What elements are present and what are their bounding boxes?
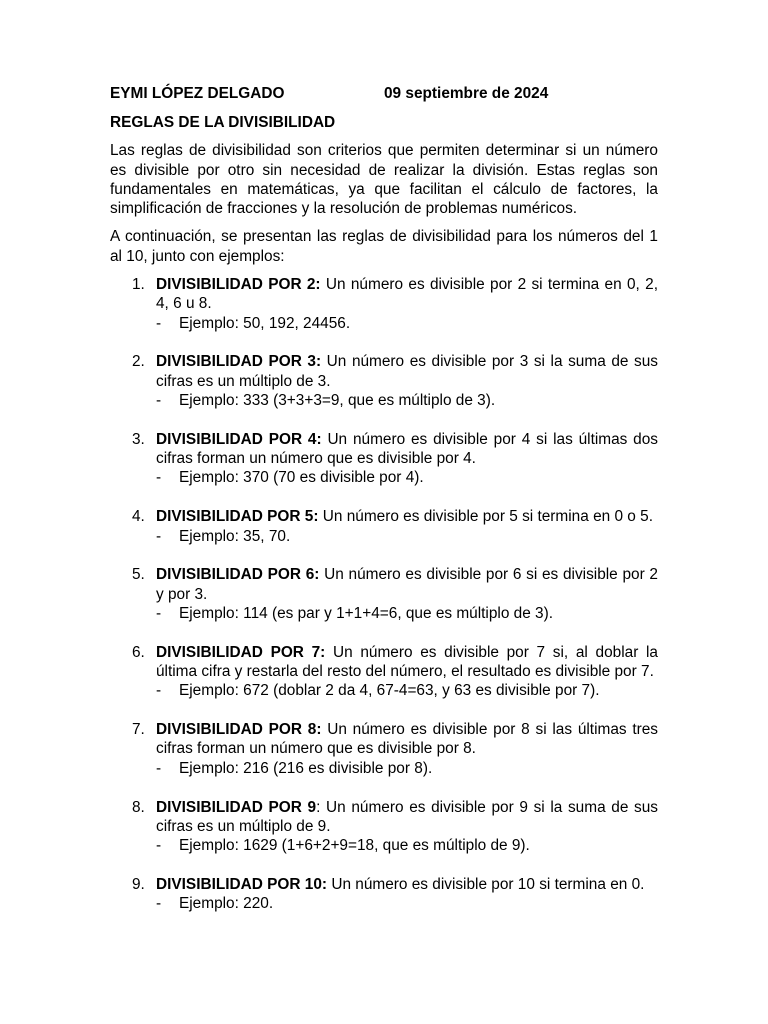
- list-item: [110, 720, 658, 778]
- rule-name: DIVISIBILIDAD POR 5:: [156, 508, 319, 526]
- list-item-number: 7.: [132, 721, 145, 739]
- rule-text: [156, 565, 658, 604]
- rule-example: [156, 894, 658, 913]
- list-item-number: 6.: [132, 643, 145, 661]
- document-header: [110, 84, 658, 104]
- rule-example: [156, 604, 658, 623]
- rule-name: DIVISIBILIDAD POR 8:: [156, 721, 322, 739]
- rule-example: [156, 527, 658, 546]
- rule-text: [156, 875, 658, 894]
- rule-name: DIVISIBILIDAD POR 10:: [156, 875, 328, 893]
- list-item: [110, 798, 658, 856]
- author-name: EYMI LÓPEZ DELGADO: [110, 85, 285, 102]
- example-text: Ejemplo: 50, 192, 24456.: [179, 314, 351, 332]
- rule-text: [156, 352, 658, 391]
- rule-name: DIVISIBILIDAD POR 4:: [156, 430, 322, 448]
- example-text: Ejemplo: 333 (3+3+3=9, que es múltiplo de 3).: [179, 392, 496, 410]
- list-item: [110, 275, 658, 333]
- list-item-number: 5.: [132, 566, 145, 584]
- rule-description: Un número es divisible por 8 si las últimas tres cifras forman un número que es divisible por 8.: [156, 721, 658, 758]
- example-dash: -: [156, 759, 162, 777]
- rule-example: [156, 468, 658, 487]
- rule-text: [156, 275, 658, 314]
- rule-example: [156, 836, 658, 855]
- list-item: [110, 430, 658, 488]
- example-dash: -: [156, 392, 162, 410]
- rule-description: Un número es divisible por 3 si la suma de sus cifras es un múltiplo de 3.: [156, 353, 658, 390]
- example-dash: -: [156, 895, 162, 913]
- example-dash: -: [156, 469, 162, 487]
- rule-description: Un número es divisible por 10 si termina en 0.: [327, 875, 645, 893]
- rule-text: [156, 507, 658, 526]
- rule-description: Un número es divisible por 4 si las últimas dos cifras forman un número que es divisible por 4.: [156, 430, 658, 468]
- example-text: Ejemplo: 114 (es par y 1+1+4=6, que es múltiplo de 3).: [179, 604, 554, 622]
- rule-description: Un número es divisible por 7 si, al doblar la última cifra y restarla del resto del número, el resultado es divisible por 7.: [156, 643, 658, 681]
- rule-text: [156, 643, 658, 682]
- example-dash: -: [156, 837, 162, 855]
- rule-name: DIVISIBILIDAD POR 6:: [156, 566, 320, 584]
- rule-description: Un número es divisible por 5 si termina en 0 o 5.: [318, 508, 653, 526]
- list-item-number: 4.: [132, 508, 145, 526]
- rule-description: Un número es divisible por 2 si termina en 0, 2, 4, 6 u 8.: [156, 276, 658, 313]
- rule-name: DIVISIBILIDAD POR 9: [156, 798, 317, 816]
- list-item: [110, 875, 658, 914]
- rule-name: DIVISIBILIDAD POR 3:: [156, 353, 322, 371]
- example-dash: -: [156, 527, 162, 545]
- rule-text: [156, 798, 658, 837]
- list-item: [110, 643, 658, 701]
- rule-text: [156, 720, 658, 759]
- rule-description: : Un número es divisible por 9 si la suma de sus cifras es un múltiplo de 9.: [156, 798, 658, 835]
- example-text: Ejemplo: 216 (216 es divisible por 8).: [179, 759, 433, 777]
- list-item-number: 2.: [132, 353, 145, 371]
- rule-example: [156, 314, 658, 333]
- example-text: Ejemplo: 220.: [179, 895, 274, 913]
- intro-paragraph: Las reglas de divisibilidad son criterios que permiten determinar si un número es divisible por otro sin necesidad de realizar la división. Estas reglas son fundamentales en matemáticas, ya que facilitan el cálculo de factores, la simplificación de fracciones y la resolución de problemas numéricos.: [110, 142, 658, 218]
- example-dash: -: [156, 682, 162, 700]
- rule-example: [156, 391, 658, 410]
- example-text: Ejemplo: 672 (doblar 2 da 4, 67-4=63, y 63 es divisible por 7).: [179, 682, 600, 700]
- example-dash: -: [156, 604, 162, 622]
- list-item-number: 8.: [132, 798, 145, 816]
- list-item-number: 3.: [132, 430, 145, 448]
- example-dash: -: [156, 314, 162, 332]
- list-item: [110, 352, 658, 410]
- rule-example: [156, 759, 658, 778]
- list-item-number: 9.: [132, 875, 145, 893]
- list-item: [110, 507, 658, 546]
- example-text: Ejemplo: 370 (70 es divisible por 4).: [179, 469, 424, 487]
- example-text: Ejemplo: 35, 70.: [179, 527, 291, 545]
- list-item: [110, 565, 658, 623]
- rule-description: Un número es divisible por 6 si es divisible por 2 y por 3.: [156, 566, 658, 603]
- example-text: Ejemplo: 1629 (1+6+2+9=18, que es múltiplo de 9).: [179, 837, 530, 855]
- rules-list: [110, 275, 658, 913]
- rule-name: DIVISIBILIDAD POR 2:: [156, 276, 321, 294]
- list-item-number: 1.: [132, 276, 145, 294]
- lead-paragraph: A continuación, se presentan las reglas de divisibilidad para los números del 1 al 10, junto con ejemplos:: [110, 228, 658, 265]
- rule-name: DIVISIBILIDAD POR 7:: [156, 643, 326, 661]
- rule-example: [156, 681, 658, 700]
- document-date: 09 septiembre de 2024: [384, 85, 549, 102]
- document-title: REGLAS DE LA DIVISIBILIDAD: [110, 114, 336, 131]
- document-page: [110, 84, 658, 933]
- rule-text: [156, 430, 658, 469]
